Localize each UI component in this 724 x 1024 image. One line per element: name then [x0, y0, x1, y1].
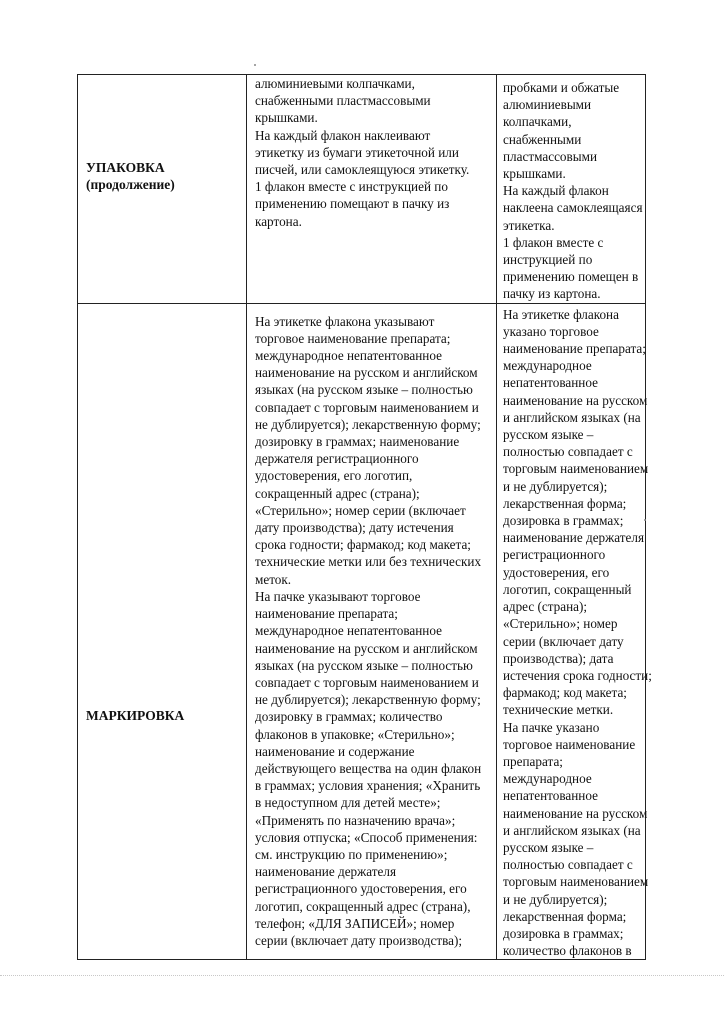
row-label — [78, 75, 246, 193]
text-line: технические метки или без технических — [255, 554, 482, 570]
text-line: этикетка. — [503, 217, 555, 233]
text-line: не дублируется); лекарственную форму; — [255, 692, 481, 708]
text-line: количество флаконов в — [503, 943, 632, 959]
text-line: технические метки. — [503, 702, 614, 718]
text-line: международное непатентованное — [255, 623, 442, 639]
text-line: фармакод; код макета; — [503, 685, 627, 701]
text-line: писчей, или самоклеящуюся этикетку. — [255, 162, 470, 178]
text-line: этикетку из бумаги этикеточной или — [255, 144, 459, 160]
text-line: пластмассовыми — [503, 148, 598, 164]
text-line: международное — [503, 358, 592, 374]
text-line: языках (на русском языке – полностью — [255, 382, 473, 398]
text-line: наименование препарата; — [503, 341, 646, 357]
text-line: и не дублируется); — [503, 891, 608, 907]
text-line: и английском языках (на — [503, 822, 641, 838]
text-line: торговое наименование — [503, 736, 636, 752]
text-line: «Стерильно»; номер серии (включает — [255, 502, 466, 518]
text-line: совпадает с торговым наименованием и — [255, 399, 479, 415]
text-line: наименование на русском и английском — [255, 640, 478, 656]
text-line: наименование на русском и английском — [255, 365, 478, 381]
text-line: русском языке – — [503, 427, 594, 443]
text-line: серии (включает дату производства); — [255, 932, 463, 948]
text-line: На пачке указывают торговое — [255, 588, 421, 604]
text-line: алюминиевыми колпачками, — [255, 76, 415, 91]
text-line: На этикетке флакона — [503, 306, 619, 322]
row-label-cell — [78, 303, 247, 960]
text-line: в граммах; условия хранения; «Хранить — [255, 778, 481, 794]
text-line: применению помещен в — [503, 269, 639, 285]
text-line: торговым наименованием — [503, 874, 649, 890]
text-line: снабженными — [503, 131, 582, 147]
text-line: 1 флакон вместе с — [503, 234, 604, 250]
row-label-line: МАРКИРОВКА — [86, 707, 185, 723]
actual-cell — [497, 303, 652, 960]
text-line: русском языке – — [503, 839, 594, 855]
text-line: см. инструкцию по применению»; — [255, 846, 448, 862]
text-line: крышками. — [255, 110, 318, 126]
specification-table — [77, 74, 652, 960]
text-line: не дублируется); лекарственную форму; — [255, 416, 481, 432]
text-line: производства); дата — [503, 650, 614, 666]
text-line: колпачками, — [503, 114, 572, 130]
text-line: указано торговое — [503, 323, 599, 339]
text-line: дату производства); дату истечения — [255, 520, 454, 536]
text-line: наименование препарата; — [255, 606, 398, 622]
text-line: меток. — [255, 571, 292, 587]
text-line: алюминиевыми — [503, 97, 592, 113]
text-line: «Применять по назначению врача»; — [255, 812, 456, 828]
text-line: инструкцией по — [503, 252, 593, 268]
text-line: срока годности; фармакод; код макета; — [255, 537, 471, 553]
text-line: логотип, сокращенный — [503, 581, 632, 597]
text-line: лекарственная форма; — [503, 908, 627, 924]
text-line: удостоверения, его — [503, 564, 610, 580]
row-label-line: УПАКОВКА — [86, 160, 165, 175]
text-line: пачку из картона. — [503, 286, 601, 302]
table-row-packaging — [78, 75, 646, 304]
text-line: условия отпуска; «Способ применения: — [255, 829, 478, 845]
specification-cell — [247, 75, 497, 304]
text-line: международное — [503, 771, 592, 787]
text-line: На этикетке флакона указывают — [255, 313, 435, 329]
specification-cell — [247, 303, 497, 960]
text-line: и не дублируется); — [503, 478, 608, 494]
text-line: международное непатентованное — [255, 348, 442, 364]
text-line: телефон; «ДЛЯ ЗАПИСЕЙ»; номер — [255, 915, 455, 931]
text-line: истечения срока годности; — [503, 667, 652, 683]
text-line: наименование и содержание — [255, 743, 415, 759]
text-line: 1 флакон вместе с инструкцией по — [255, 179, 448, 195]
text-line: удостоверения, его логотип, — [255, 468, 413, 484]
text-line: непатентованное — [503, 788, 598, 804]
text-line: препарата; — [503, 753, 563, 769]
text-line: картона. — [255, 213, 302, 229]
text-line: наклеена самоклеящаяся — [503, 200, 643, 216]
text-line: и английском языках (на — [503, 409, 641, 425]
text-line: наименование на русском — [503, 392, 648, 408]
text-line: логотип, сокращенный адрес (страна), — [255, 898, 471, 914]
text-line: сокращенный адрес (страна); — [255, 485, 420, 501]
text-line: адрес (страна); — [503, 599, 588, 615]
text-line: держателя регистрационного — [255, 451, 419, 467]
text-line: в недоступном для детей месте»; — [255, 795, 441, 811]
text-line: торговое наименование препарата; — [255, 330, 451, 346]
text-line: На каждый флакон — [503, 183, 609, 199]
text-line: На каждый флакон наклеивают — [255, 127, 431, 143]
text-line: дозировка в граммах; — [503, 925, 624, 941]
scan-artifact-line — [0, 975, 724, 976]
text-line: дозировку в граммах; количество — [255, 709, 443, 725]
table-row-marking — [78, 303, 646, 960]
text-line: применению помещают в пачку из — [255, 196, 450, 212]
text-line: наименование держателя — [255, 864, 397, 880]
text-line: наименование держателя — [503, 530, 645, 546]
text-line: регистрационного — [503, 547, 606, 563]
text-line: «Стерильно»; номер — [503, 616, 618, 632]
scan-speck — [254, 64, 256, 66]
text-line: дозировку в граммах; наименование — [255, 434, 460, 450]
text-line: наименование на русском — [503, 805, 648, 821]
actual-cell — [497, 75, 646, 304]
text-line: снабженными пластмассовыми — [255, 93, 431, 109]
row-label-cell — [78, 75, 247, 304]
text-line: языках (на русском языке – полностью — [255, 657, 473, 673]
row-label — [78, 304, 246, 724]
scan-speck — [644, 519, 646, 521]
text-line: торговым наименованием — [503, 461, 649, 477]
text-line: регистрационного удостоверения, его — [255, 881, 467, 897]
text-line: крышками. — [503, 166, 566, 182]
text-line: На пачке указано — [503, 719, 600, 735]
text-line: пробками и обжатые — [503, 80, 620, 95]
row-label-line: (продолжение) — [86, 177, 175, 192]
text-line: непатентованное — [503, 375, 598, 391]
text-line: лекарственная форма; — [503, 495, 627, 511]
text-line: полностью совпадает с — [503, 444, 633, 460]
text-line: дозировка в граммах; — [503, 513, 624, 529]
text-line: полностью совпадает с — [503, 857, 633, 873]
text-line: действующего вещества на один флакон — [255, 760, 482, 776]
text-line: серии (включает дату — [503, 633, 624, 649]
text-line: флаконов в упаковке; «Стерильно»; — [255, 726, 455, 742]
text-line: совпадает с торговым наименованием и — [255, 674, 479, 690]
